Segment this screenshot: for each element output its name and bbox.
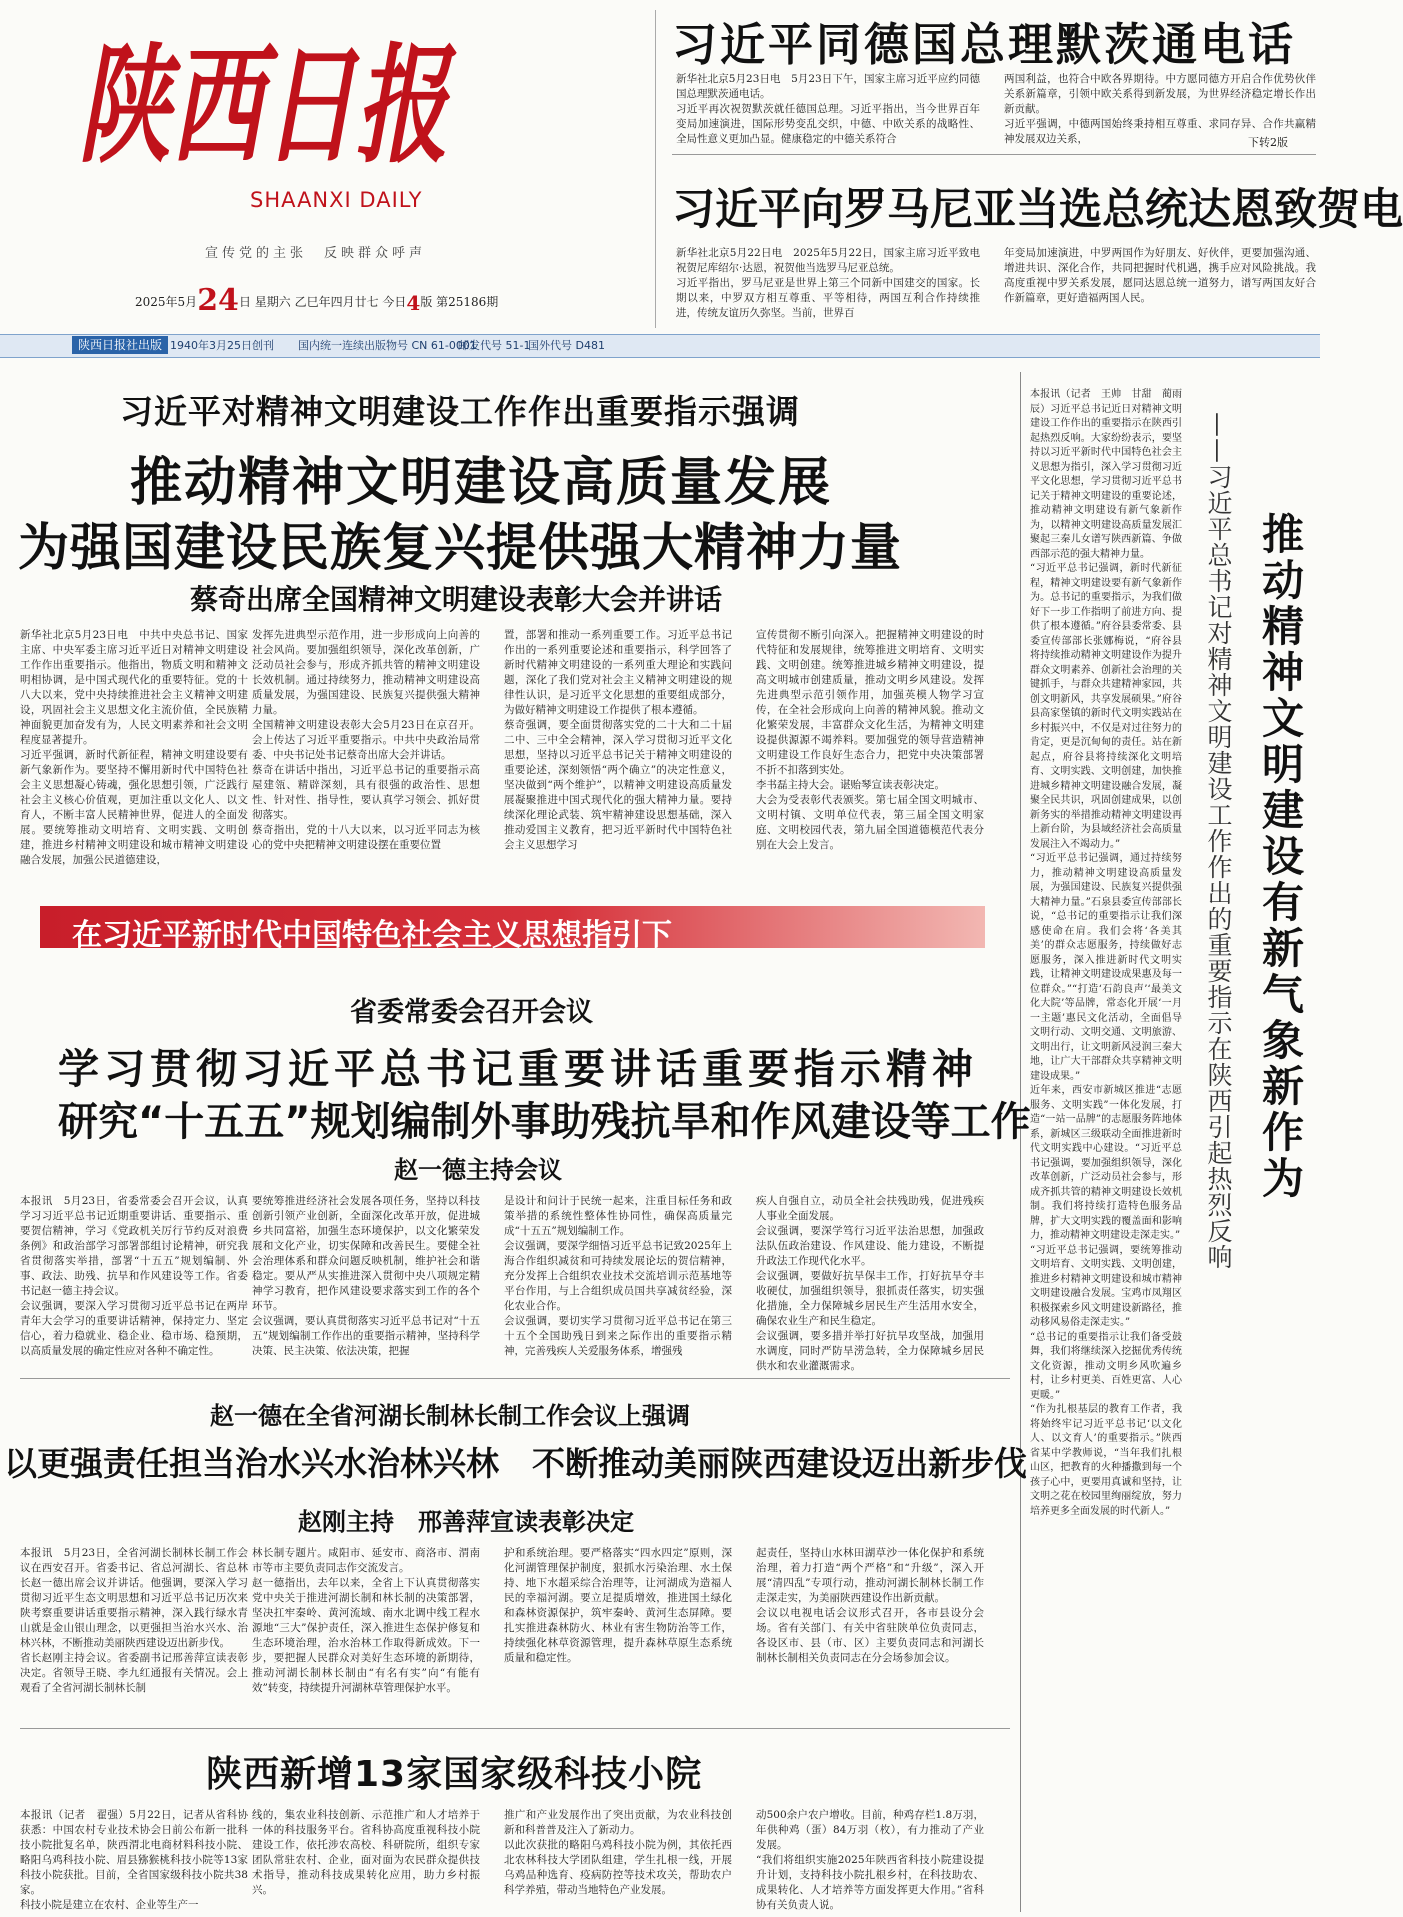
provincial-col-1: 本报讯 5月23日，省委常委会召开会议，认真学习习近平总书记近期重要讲话、重要指示、重要贺信精神，学习《党政机关厉行节约反对浪费条例》和政治部学习部署部组讨论精神，研究我省贯彻落实举措，部署“十五五”规划编制、外事、政法、助残、抗旱和作风建设等工作。省委书记赵一德主持会议。 会议强调，要深入学习贯彻习近平总书记在两岸青年大会学习的重要讲话精神，保持定力、坚定信心，着力稳就业、稳企业、稳市场、稳预期，以高质量发展的确定性应对各种不确定性。 [20, 1195, 248, 1357]
lead-kicker: 习近平对精神文明建设工作作出重要指示强调 [120, 392, 800, 431]
band-post-code: 邮发代号 51-1 [458, 339, 531, 352]
river-col-4: 起责任，坚持山水林田湖草沙一体化保护和系统治理，着力打造“两个严格”和“升级”，深入开展“清四乱”专项行动，推动河湖长制林长制工作走深走实，为美丽陕西建设作出新贡献。 会议以电视电话会议形式召开，各市县设分会场。省有关部门、有关中省驻陕单位负责同志，各设区市、县（市、区）主要负责同志和河湖长制林长制相关负责同志在分会场参加会议。 [756, 1547, 984, 1664]
section-divider-2 [20, 1728, 1010, 1729]
sidebar-vertical-title: 推动精神文明建设有新气象新作为 [1256, 512, 1305, 1202]
science-col-1: 本报讯（记者 翟强）5月22日，记者从省科协获悉：中国农村专业技术协会日前公布新一批科技小院批复名单，陕西渭北电商材料科技小院、略阳乌鸡科技小院、眉县猕猴桃科技小院等13家科技小院获批。目前，全省国家级科技小院共38家。 科技小院是建立在农村、企业等生产一 [20, 1809, 248, 1911]
provincial-subhead: 赵一德主持会议 [394, 1156, 562, 1184]
page-suffix: 版 第25186期 [420, 295, 499, 309]
section-divider-1 [20, 1378, 1010, 1379]
lead-col-1: 新华社北京5月23日电 中共中央总书记、国家主席、中央军委主席习近平近日对精神文明建设工作作出重要指示。他指出，物质文明和精神文明相协调，是中国式现代化的重要特征。党的十八大以来，党中央持续推进社会主义精神文明建设，巩固社会主义思想文化主流价值，全民族精神面貌更加奋发有为，人民文明素养和社会文明程度显著提升。 习近平强调，新时代新征程，精神文明建设要有新气象新作为。要坚持不懈用新时代中国特色社会主义思想凝心铸魂，强化思想引领，广泛践行社会主义核心价值观，更加注重以文化人、以文育人，不断丰富人民精神世界，促进人的全面发展。要统筹推动文明培育、文明实践、文明创建，推进乡村精神文明建设和城市精神文明建设融合发展，加强公民道德建设， [20, 629, 248, 866]
top-news-1-title: 习近平同德国总理默茨通电话 [672, 18, 1297, 71]
river-headline: 以更强责任担当治水兴水治林兴林 不断推动美丽陕西建设迈出新步伐 [4, 1444, 1027, 1483]
river-kicker: 赵一德在全省河湖长制林长制工作会议上强调 [210, 1402, 690, 1430]
dateline [135, 283, 498, 318]
band-cn-code: 国内统一连续出版物号 CN 61-0001 [298, 339, 477, 352]
lead-headline-1: 推动精神文明建设高质量发展 [130, 453, 833, 513]
top-news-1-continued: 下转2版 [1248, 136, 1288, 149]
band-intl-code: 国外代号 D481 [528, 339, 605, 352]
masthead-logo [78, 10, 458, 181]
masthead-slogan: 宣传党的主张 反映群众呼声 [205, 246, 427, 261]
provincial-col-4: 疾人自强自立，动员全社会扶残助残，促进残疾人事业全面发展。 会议强调，要深学笃行习近平法治思想，加强政法队伍政治建设、作风建设、能力建设，不断提升政法工作现代化水平。 会议强调，要做好抗旱保丰工作，打好抗旱夺丰收硬仗，加强组织领导，狠抓责任落实，切实强化措施，全力保障城乡居民生产生活用水安全，确保农业生产和民生稳定。 会议强调，要多措并举打好抗旱攻坚战，加强用水调度，同时严防旱涝急转，全力保障城乡居民供水和农业灌溉需求。 [756, 1195, 984, 1372]
river-col-1: 本报讯 5月23日，全省河湖长制林长制工作会议在西安召开。省委书记、省总河湖长、省总林长赵一德出席会议并讲话。他强调，要深入学习贯彻习近平生态文明思想和习近平总书记历次来陕考察重要讲话重要指示精神，深入践行绿水青山就是金山银山理念，以更强担当治水兴水、治林兴林，不断推动美丽陕西建设迈出新步伐。 省长赵刚主持会议。省委副书记邢善萍宣读表彰决定。省领导王晓、李九红通报有关情况。会上观看了全省河湖长制林长制 [20, 1547, 248, 1694]
theme-banner-text: 在习近平新时代中国特色社会主义思想指引下 [72, 918, 672, 953]
top-news-2-title: 习近平向罗马尼亚当选总统达恩致贺电 [672, 185, 1403, 235]
lead-col-3: 置，部署和推动一系列重要工作。习近平总书记作出的一系列重要论述和重要指示，科学回答了新时代精神文明建设的一系列重大理论和实践问题，深化了我们党对社会主义精神文明建设的规律性认识，是习近平文化思想的重要组成部分，为做好精神文明建设工作提供了根本遵循。 蔡奇强调，要全面贯彻落实党的二十大和二十届二中、三中全会精神，深入学习贯彻习近平文化思想，坚持以习近平总书记关于精神文明建设的重要论述，深刻领悟“两个确立”的决定性意义，坚决做到“两个维护”，以精神文明建设高质量发展凝聚推进中国式现代化的强大精神力量。要持续深化理论武装、筑牢精神建设思想基础，深入推动爱国主义教育，把习近平新时代中国特色社会主义思想学习 [504, 629, 732, 851]
lead-col-4: 宣传贯彻不断引向深入。把握精神文明建设的时代特征和发展规律，统筹推进文明培育、文明实践、文明创建。统筹推进城乡精神文明建设，提高文明城市创建质量，推动文明乡风建设。发挥先进典型示范引领作用，加强英模人物学习宣传，在全社会形成向上向善的精神风貌。推动文化繁荣发展，丰富群众文化生活，为精神文明建设提供源源不竭养料。要加强党的领导营造精神文明建设工作良好生态合力，把党中央决策部署不折不扣落到实处。 李书磊主持大会。谌贻琴宣读表彰决定。 大会为受表彰代表颁奖。第七届全国文明城市、文明村镇、文明单位代表，第三届全国文明家庭、文明校园代表，第九届全国道德模范代表分别在大会上发言。 [756, 629, 984, 851]
science-col-4: 动500余户农户增收。目前，种鸡存栏1.8万羽，年供种鸡（蛋）84万羽（枚），有力推动了产业发展。 “我们将组织实施2025年陕西省科技小院建设提升计划，支持科技小院扎根乡村，在科技助农、成果转化、人才培养等方面发挥更大作用。”省科协有关负责人说。 [756, 1809, 984, 1911]
science-headline: 陕西新增13家国家级科技小院 [206, 1754, 703, 1795]
river-col-3: 护和系统治理。要严格落实“四水四定”原则，深化河湖管理保护制度，狠抓水污染治理、水土保持、地下水超采综合治理等，让河湖成为造福人民的幸福河湖。要立足提质增效，推进国土绿化和森林资源保护，筑牢秦岭、黄河生态屏障。要扎实推进森林防火、林业有害生物防治等工作，持续强化林草资源管理，提升森林草原生态系统质量和稳定性。 [504, 1547, 732, 1664]
band-tag: 陕西日报社出版 [72, 336, 168, 354]
date-day: 24 [197, 283, 239, 318]
river-col-2: 林长制专题片。咸阳市、延安市、商洛市、渭南市等市主要负责同志作交流发言。 赵一德指出，去年以来，全省上下认真贯彻落实党中央关于推进河湖长制和林长制的决策部署，坚决扛牢秦岭、黄河流域、南水北调中线工程水源地“三大”保护责任，深入推进生态保护修复和生态环境治理，治水治林工作取得新成效。下一步，要把握人民群众对美好生态环境的新期待，推动河湖长制林长制由“有名有实”向“有能有效”转变，持续提升河湖林草管理保护水平。 [252, 1547, 480, 1694]
lead-col-2: 发挥先进典型示范作用，进一步形成向上向善的社会风尚。要加强组织领导，深化改革创新，广泛动员社会参与，形成齐抓共管的精神文明建设长效机制。通过持续努力，推动精神文明建设高质量发展，为强国建设、民族复兴提供强大精神力量。 全国精神文明建设表彰大会5月23日在京召开。会上传达了习近平重要指示。中共中央政治局常委、中央书记处书记蔡奇出席大会并讲话。 蔡奇在讲话中指出，习近平总书记的重要指示高屋建瓴、精辟深刻，具有很强的政治性、思想性、针对性、指导性，要认真学习领会、抓好贯彻落实。 蔡奇指出，党的十八大以来，以习近平同志为核心的党中央把精神文明建设摆在重要位置 [252, 629, 480, 851]
band-founded: 1940年3月25日创刊 [170, 339, 274, 352]
lead-headline-2: 为强国建设民族复兴提供强大精神力量 [18, 519, 903, 578]
top-news-2-col-left: 新华社北京5月22日电 2025年5月22日，国家主席习近平致电祝贺尼库绍尔·达恩，祝贺他当选罗马尼亚总统。 习近平指出，罗马尼亚是世界上第三个同新中国建交的国家。长期以来，中罗双方相互尊重、平等相待，两国互利合作持续推进，传统友谊历久弥坚。当前，世界百 [676, 247, 980, 319]
provincial-headline-1: 学习贯彻习近平总书记重要讲话重要指示精神 [58, 1045, 978, 1093]
page-count: 4 [406, 291, 421, 315]
top-news-2-col-right: 年变局加速演进，中罗两国作为好朋友、好伙伴，更要加强沟通、增进共识、深化合作，共同把握时代机遇，携手应对风险挑战。我高度重视中罗关系发展，愿同达恩总统一道努力，谱写两国友好合作新篇章，更好造福两国人民。 [1004, 247, 1316, 304]
date-suffix: 日 星期六 乙巳年四月廿七 今日 [238, 295, 407, 309]
sidebar-text: 本报讯（记者 王帅 甘甜 蔺雨辰）习近平总书记近日对精神文明建设工作作出的重要指示在陕西引起热烈反响。大家纷纷表示，要坚持以习近平新时代中国特色社会主义思想为指引，深入学习贯彻习近平文化思想，学习贯彻习近平总书记关于精神文明建设的重要论述，推动精神文明建设有新气象新作为，以精神文明建设高质量发展汇聚起三秦儿女谱写陕西新篇、争做西部示范的强大精神力量。 “习近平总书记强调，新时代新征程，精神文明建设要有新气象新作为。总书记的重要指示，为我们做好下一步工作指明了前进方向、提供了根本遵循。”府谷县委常委、县委宣传部部长张娜梅说，“府谷县将持续推动精神文明建设作为提升群众文明素养、创新社会治理的关键抓手，与群众共建精神家园，共创文明新风，共享发展硕果。”府谷县高家堡镇的新时代文明实践站在乡村振兴中，不仅是对过往努力的肯定，更是沉甸甸的责任。站在新起点，府谷县将持续深化文明培育、文明实践、文明创建，加快推进城乡精神文明建设融合发展，凝聚全民共识，巩固创建成果，以创新务实的举措推动精神文明建设再上新台阶，为县域经济社会高质量发展注入不竭动力。” “习近平总书记强调，通过持续努力，推动精神文明建设高质量发展，为强国建设、民族复兴提供强大精神力量。”石泉县委宣传部部长说，“总书记的重要指示让我们深感使命在肩。我们会将‘各美其美’的群众志愿服务，持续做好志愿服务，深入推进新时代文明实践，让精神文明建设成果惠及每一位群众。”“打造‘石韵良声’‘最美文化大院’等品牌，常态化开展‘一月一主题’惠民文化活动，全面倡导文明行动、文明交通、文明旅游、文明出行，让文明新风浸润三秦大地，让广大干部群众共享精神文明建设成果。” 近年来，西安市新城区推进“志愿服务、文明实践”一体化发展，打造“一站一品牌”的志愿服务阵地体系，新城区三级联动全面推进新时代文明实践中心建设。“习近平总书记强调，要加强组织领导，深化改革创新，广泛动员社会参与，形成齐抓共管的精神文明建设长效机制。我们将持续打造特色服务品牌，扩大文明实践的覆盖面和影响力，推动精神文明建设走深走实。” “习近平总书记强调，要统筹推动文明培育、文明实践、文明创建，推进乡村精神文明建设和城市精神文明建设融合发展。宝鸡市凤翔区积极探索乡风文明建设新路径，推动移风易俗走深走实。” “总书记的重要指示让我们备受鼓舞，我们将继续深入挖掘优秀传统文化资源，推动文明乡风吹遍乡村，让乡村更美、百姓更富、人心更暖。” “作为扎根基层的教育工作者，我将始终牢记习近平总书记‘以文化人、以文育人’的重要指示。”陕西省某中学教师说，“当年我们扎根山区，把教育的火种播撒到每一个孩子心中，更要用真诚和坚持，让文明之花在校园里绚丽绽放，努力培养更多全面发展的时代新人。” [1030, 389, 1182, 1517]
top-news-divider [672, 154, 1316, 155]
provincial-headline-2: 研究“十五五”规划编制外事助残抗旱和作风建设等工作 [58, 1099, 1031, 1145]
provincial-col-2: 要统筹推进经济社会发展各项任务，坚持以科技创新引领产业创新，全面深化改革开放，促进城乡共同富裕，加强生态环境保护，以文化繁荣发展和文化产业，切实保障和改善民生。要健全社会治理体系和群众问题反映机制，维护社会和谐稳定。要从严从实推进深入贯彻中央八项规定精神学习教育，把作风建设要求落实到工作的各个环节。 会议强调，要认真贯彻落实习近平总书记对“十五五”规划编制工作作出的重要指示精神，坚持科学决策、民主决策、依法决策，把握 [252, 1195, 480, 1357]
date-prefix: 2025年5月 [135, 295, 198, 309]
sidebar-vertical-subtitle: ——习近平总书记对精神文明建设工作作出的重要指示在陕西引起热烈反响 [1204, 412, 1233, 1270]
top-news-1-col-right: 两国利益，也符合中欧各界期待。中方愿同德方开启合作优势伙伴关系新篇章，引领中欧关系得到新发展，为世界经济稳定增长作出新贡献。 习近平强调，中德两国始终秉持相互尊重、求同存异、合作共赢精神发展双边关系， [1004, 73, 1316, 145]
top-news-1-col-left: 新华社北京5月23日电 5月23日下午，国家主席习近平应约同德国总理默茨通电话。 习近平再次祝贺默茨就任德国总理。习近平指出，当今世界百年变局加速演进，国际形势变乱交织，中德、中欧关系的战略性、全局性意义更加凸显。健康稳定的中德关系符合 [676, 73, 980, 145]
provincial-col-3: 是设计和问计于民统一起来，注重目标任务和政策举措的系统性整体性协同性，确保高质量完成“十五五”规划编制工作。 会议强调，要深学细悟习近平总书记致2025年上海合作组织减贫和可持续发展论坛的贺信精神，充分发挥上合组织农业技术交流培训示范基地等平台作用，与上合组织成员国共享减贫经验，深化农业合作。 会议强调，要切实学习贯彻习近平总书记在第三十五个全国助残日到来之际作出的重要指示精神，完善残疾人关爱服务体系，增强残 [504, 1195, 732, 1357]
lead-subhead: 蔡奇出席全国精神文明建设表彰大会并讲话 [190, 583, 723, 616]
science-col-2: 线的，集农业科技创新、示范推广和人才培养于一体的科技服务平台。省科协高度重视科技小院建设工作，依托涉农高校、科研院所，组织专家团队常驻农村、企业，面对面为农民群众提供技术指导，推动科技成果转化应用，助力乡村振兴。 [252, 1809, 480, 1896]
masthead-divider [655, 10, 656, 328]
masthead-title: 陕西日报 [78, 31, 458, 181]
science-col-3: 推广和产业发展作出了突出贡献，为农业科技创新和科普普及注入了新动力。 以此次获批的略阳乌鸡科技小院为例，其依托西北农林科技大学团队组建，学生扎根一线，开展乌鸡品种选育、疫病防控等技术攻关，帮助农户科学养殖，带动当地特色产业发展。 [504, 1809, 732, 1896]
provincial-kicker: 省委常委会召开会议 [350, 997, 593, 1028]
masthead-english: SHAANXI DAILY [250, 188, 423, 212]
river-subhead: 赵刚主持 邢善萍宣读表彰决定 [298, 1508, 634, 1536]
